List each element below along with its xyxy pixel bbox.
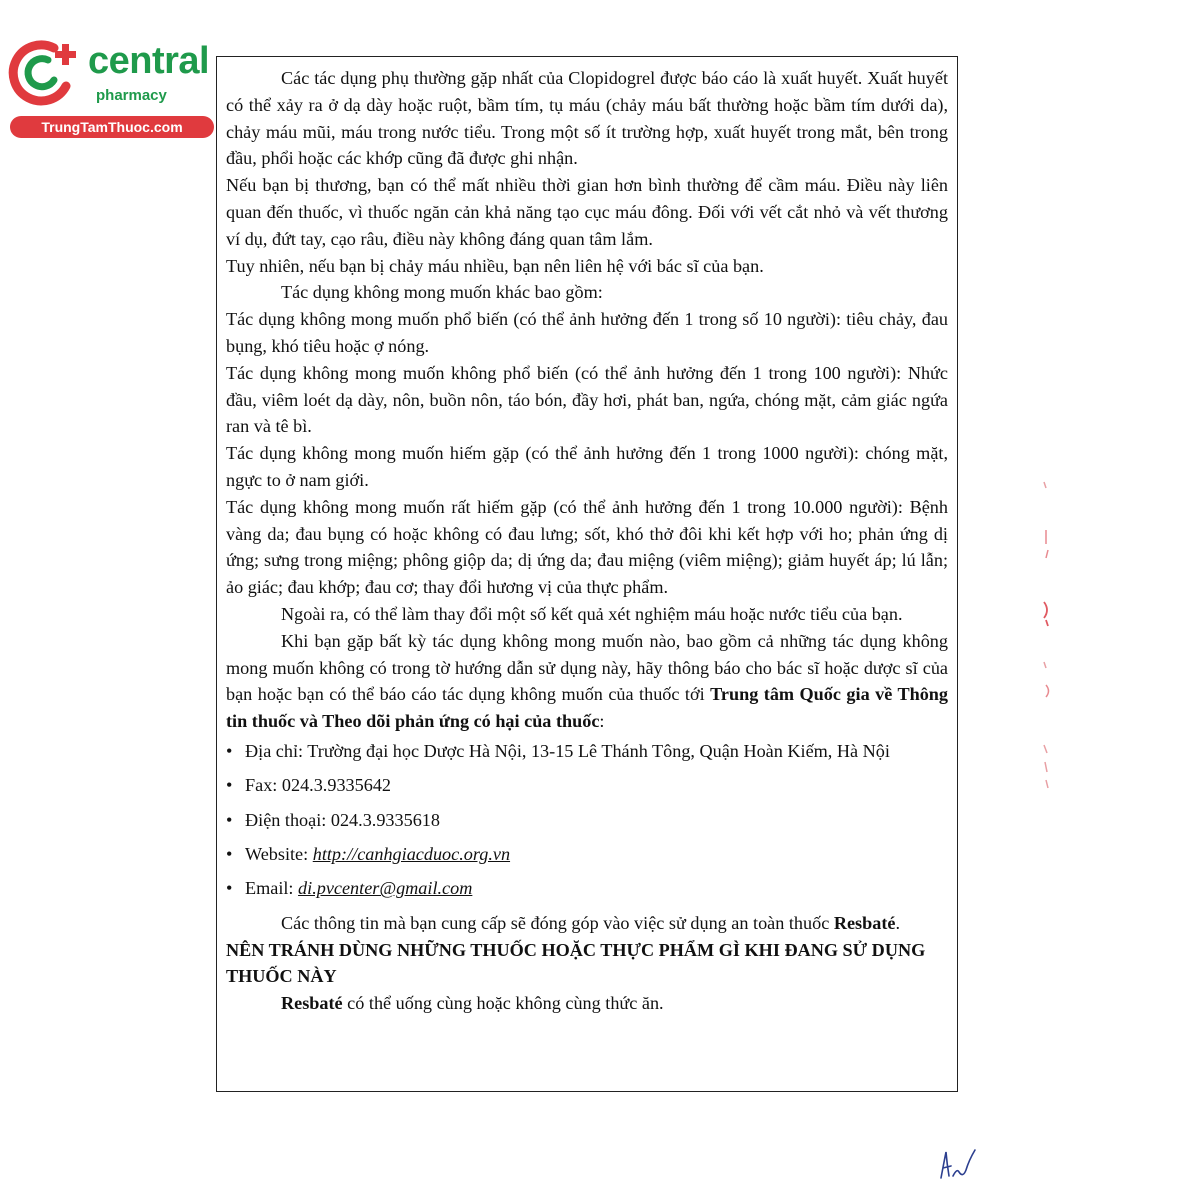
document-frame — [216, 56, 958, 1092]
paragraph-common-side-effects: Các tác dụng phụ thường gặp nhất của Clopidogrel được báo cáo là xuất huyết. Xuất huyết có thể xảy ra ở dạ dày hoặc ruột, bầm tím, tụ máu (chảy máu bất thường hoặc bầm tím dưới da), chảy máu mũi, máu trong nước tiểu. Trong một số ít trường hợp, xuất huyết trong mắt, bên trong đầu, phổi hoặc các khớp cũng đã được ghi nhận. — [226, 68, 948, 169]
safety-text: Các thông tin mà bạn cung cấp sẽ đóng góp vào việc sử dụng an toàn thuốc — [281, 912, 834, 933]
stamp-edge-marks — [1036, 480, 1056, 800]
website-link[interactable]: http://canhgiacduoc.org.vn — [312, 844, 511, 865]
paragraph-food-intake — [226, 990, 948, 1017]
paragraph-uncommon-effects: Tác dụng không mong muốn không phổ biến (có thể ảnh hưởng đến 1 trong 100 người): Nhức đầu, viêm loét dạ dày, nôn, buồn nôn, táo bón, đầy hơi, phát ban, ngứa, chóng mặt, cảm giác ngứa ran và tê bì. — [226, 362, 948, 437]
paragraph-safety-contribution — [226, 910, 948, 937]
food-text: có thể uống cùng hoặc không cùng thức ăn. — [342, 993, 664, 1014]
paragraph-lab-results: Ngoài ra, có thể làm thay đổi một số kết quả xét nghiệm máu hoặc nước tiểu của bạn. — [281, 603, 903, 624]
contact-phone: • Điện thoại: 024.3.9335618 — [226, 807, 948, 834]
safety-drug-name: Resbaté — [833, 912, 896, 933]
paragraph-other-effects-intro: Tác dụng không mong muốn khác bao gồm: — [281, 282, 603, 303]
report-colon: : — [599, 711, 605, 732]
contact-website — [226, 841, 948, 868]
paragraph-rare-effects: Tác dụng không mong muốn hiếm gặp (có thể ảnh hưởng đến 1 trong 1000 người): chóng mặt, ngực to ở nam giới. — [226, 443, 948, 490]
logo-sub-text: pharmacy — [96, 87, 167, 104]
section-heading-avoid: NÊN TRÁNH DÙNG NHỮNG THUỐC HOẶC THỰC PHẨM GÌ KHI ĐANG SỬ DỤNG THUỐC NÀY — [226, 939, 926, 987]
central-pharmacy-logo — [8, 38, 213, 138]
report-center-name: Trung tâm Quốc gia về Thông tin thuốc và Theo dõi phản ứng có hại của thuốc — [226, 684, 948, 732]
paragraph-very-rare-effects: Tác dụng không mong muốn rất hiếm gặp (có thể ảnh hưởng đến 1 trong 10.000 người): Bệnh vàng da; đau bụng có hoặc không có đau lưng; sốt, khó thở đôi khi kết hợp với ho; phản ứng dị ứng; sưng trong miệng; phông giộp da; dị ứng da; đau miệng (viêm miệng); giảm huyết áp; lú lẫn; ảo giác; đau khớp; đau cơ; thay đổi hương vị của thực phẩm. — [226, 496, 948, 598]
contact-address: • Địa chỉ: Trường đại học Dược Hà Nội, 13-15 Lê Thánh Tông, Quận Hoàn Kiếm, Hà Nội — [226, 738, 948, 765]
logo-site-badge: TrungTamThuoc.com — [10, 116, 214, 138]
paragraph-injury-bleeding: Nếu bạn bị thương, bạn có thể mất nhiều thời gian hơn bình thường để cầm máu. Điều này liên quan đến thuốc, vì thuốc ngăn cản khả năng tạo cục máu đông. Đối với vết cắt nhỏ và vết thương ví dụ, đứt tay, cạo râu, điều này không đáng quan tâm lắm. — [226, 175, 948, 249]
signature-mark — [935, 1148, 977, 1180]
report-text: Khi bạn gặp bất kỳ tác dụng không mong muốn nào, bao gồm cả những tác dụng không mong muốn không có trong tờ hướng dẫn sử dụng này, hãy thông báo cho bác sĩ hoặc dược sĩ của bạn hoặc bạn có thể báo cáo tác dụng không muốn của thuốc tới — [226, 630, 948, 705]
food-drug-name: Resbaté — [281, 993, 343, 1014]
paragraph-common-effects: Tác dụng không mong muốn phổ biến (có thể ảnh hưởng đến 1 trong số 10 người): tiêu chảy, đau bụng, khó tiêu hoặc ợ nóng. — [226, 309, 948, 356]
email-label: Email: — [245, 878, 299, 899]
paragraph-report-effects — [226, 628, 948, 735]
safety-period: . — [895, 912, 900, 933]
paragraph-contact-doctor: Tuy nhiên, nếu bạn bị chảy máu nhiều, bạn nên liên hệ với bác sĩ của bạn. — [226, 255, 764, 276]
contact-list — [226, 738, 948, 902]
website-label: Website: — [245, 844, 313, 865]
contact-fax: • Fax: 024.3.9335642 — [226, 772, 948, 799]
logo-brand-text: central — [88, 40, 210, 82]
pharmacy-logo-icon — [8, 38, 90, 110]
email-link[interactable]: di.pvcenter@gmail.com — [298, 878, 473, 899]
contact-email — [226, 875, 948, 902]
